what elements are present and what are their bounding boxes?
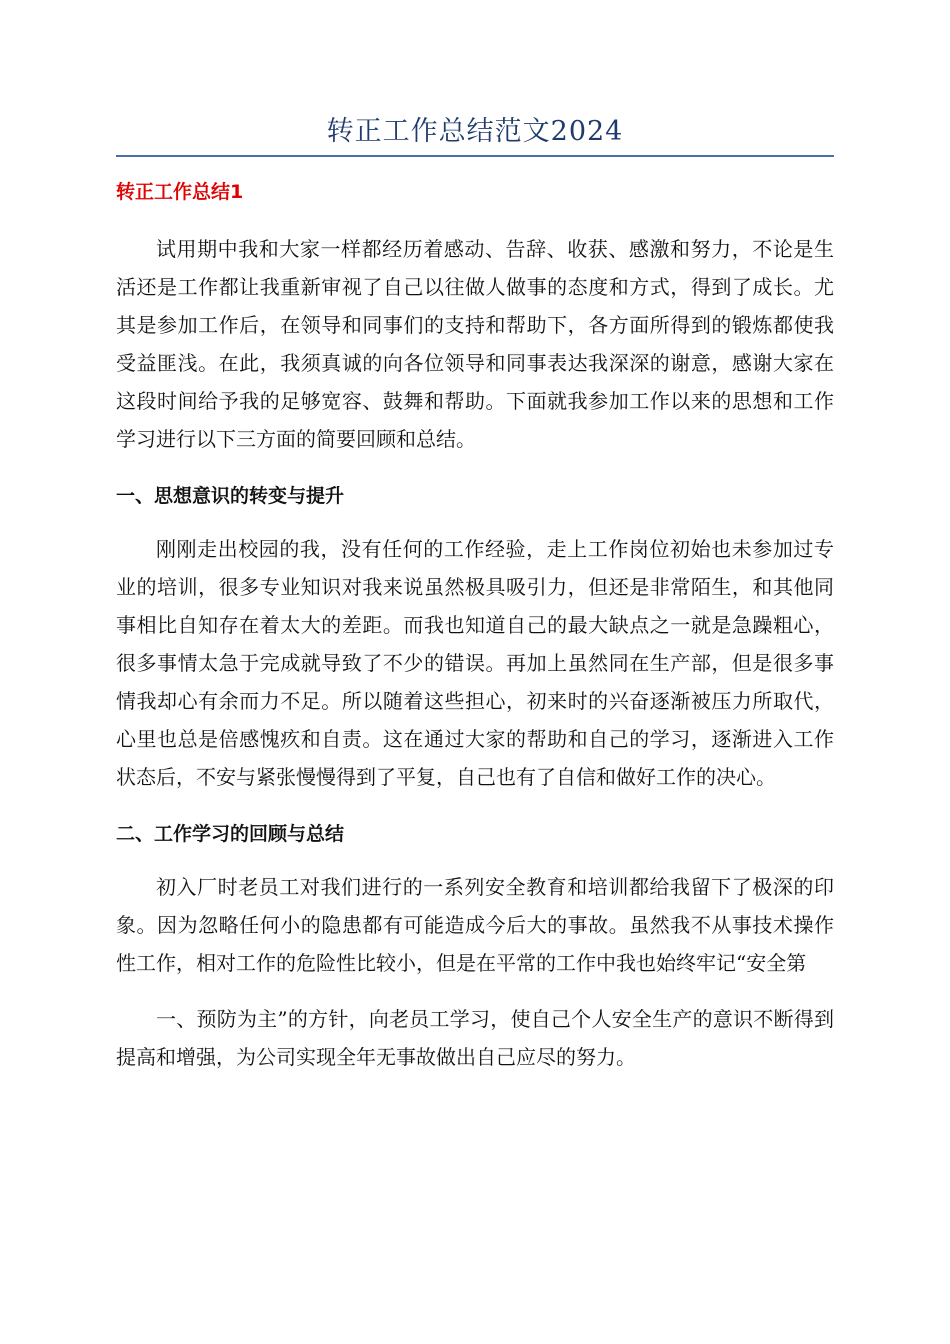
paragraph: 初入厂时老员工对我们进行的一系列安全教育和培训都给我留下了极深的印象。因为忽略任何小的隐患都有可能造成今后大的事故。虽然我不从事技术操作性工作，相对工作的危险性比较小，但是在平常的工作中我也始终牢记“安全第 [116,875,834,975]
paragraph: 一、预防为主”的方针，向老员工学习，使自己个人安全生产的意识不断得到提高和增强，为公司实现全年无事故做出自己应尽的努力。 [116,1007,834,1069]
section-heading-thought: 一、思想意识的转变与提升 [116,485,345,507]
section-heading-work-study: 二、工作学习的回顾与总结 [116,823,345,845]
document-body [116,176,834,1076]
document-title: 转正工作总结范文2024 [326,116,624,147]
section-heading-summary-1: 转正工作总结1 [116,181,244,203]
paragraph: 试用期中我和大家一样都经历着感动、告辞、收获、感激和努力，不论是生活还是工作都让我重新审视了自己以往做人做事的态度和方式，得到了成长。尤其是参加工作后，在领导和同事们的支持和帮助下，各方面所得到的锻炼都使我受益匪浅。在此，我须真诚的向各位领导和同事表达我深深的谢意，感谢大家在这段时间给予我的足够宽容、鼓舞和帮助。下面就我参加工作以来的思想和工作学习进行以下三方面的简要回顾和总结。 [116,237,834,451]
title-underline [116,155,834,157]
paragraph: 刚刚走出校园的我，没有任何的工作经验，走上工作岗位初始也未参加过专业的培训，很多专业知识对我来说虽然极具吸引力，但还是非常陌生，和其他同事相比自知存在着太大的差距。而我也知道自己的最大缺点之一就是急躁粗心，很多事情太急于完成就导致了不少的错误。再加上虽然同在生产部，但是很多事情我却心有余而力不足。所以随着这些担心，初来时的兴奋逐渐被压力所取代，心里也总是倍感愧疚和自责。这在通过大家的帮助和自己的学习，逐渐进入工作状态后，不安与紧张慢慢得到了平复，自己也有了自信和做好工作的决心。 [116,537,834,789]
